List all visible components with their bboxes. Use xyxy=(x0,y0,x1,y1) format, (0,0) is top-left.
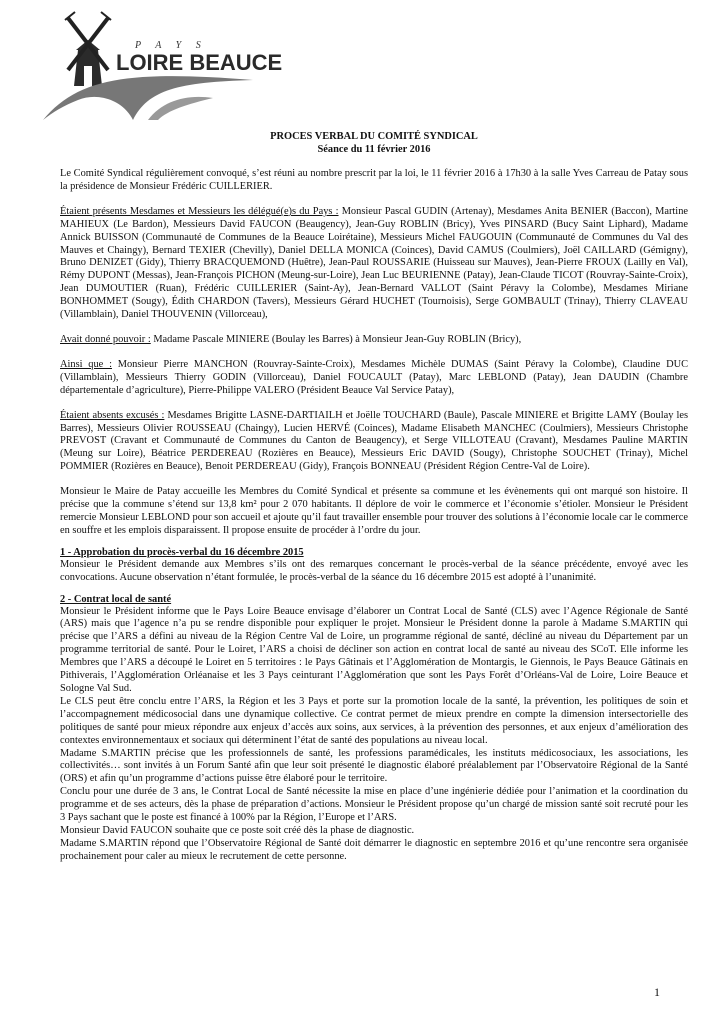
ainsi-label: Ainsi que : xyxy=(60,358,112,370)
accueil-paragraph: Monsieur le Maire de Patay accueille les Membres du Comité Syndical et présente sa commune et les évènements qui ont marqué son histoire. Il précise que la commune s’étend sur 13,8 km² pour 2 070 habitants. Il déplore de voir le commerce et l’économie s’étioler. Monsieur le Président remercie Monsieur LEBLOND pour son accueil et ajoute qu’il faut travailler ensemble pour trouver des solutions à l’économie locale car le commerce en souffre et les emplois disparaissent. Il propose ensuite de procéder à l’ordre du jour. xyxy=(60,486,688,536)
presents-text: Monsieur Pascal GUDIN (Artenay), Mesdames Anita BENIER (Baccon), Martine MAHIEUX (Le Bardon), Messieurs David FAUCON (Beaugency), Jean-Guy ROBLIN (Bricy), Yves PINSARD (Bucy Saint Liphard), Madame Annick BUISSON (Communauté de Communes de la Beauce Loirétaine), Messieurs Michel FAUGOUIN (Communauté de Communes du Val des Mauves et Chaingy), Bernard TEXIER (Chevilly), Daniel DELLA MONICA (Coinces), David CAMUS (Coulmiers), Joël CAILLARD (Gémigny), Bruno DENIZET (Gidy), Thierry BRACQUEMOND (Huêtre), Jean-Paul ROUSSARIE (Huisseau sur Mauves), Jean-Pierre FROUX (Lailly en Val), Rémy DUPONT (Messas), Jean-François PICHON (Meung-sur-Loire), Jean Luc BEURIENNE (Patay), Jean-Claude TICOT (Rouvray-Sainte-Croix), Jean DUMOUTIER (Ruan), Frédéric CUILLERIER (Saint-Ay), Jean-Bernard VALLOT (Saint Péravy la Colombe), Mesdames Miriane BONHOMMET (Sougy), Édith CHARDON (Tavers), Messieurs Gérard HUCHET (Tournoisis), Serge GOMBAULT (Trinay), Thierry CLAVEAU (Villamblain), Daniel THOUVENIN (Villorceau), xyxy=(60,205,689,321)
windmill-icon xyxy=(65,12,111,86)
excuses-text: Mesdames Brigitte LASNE-DARTIAILH et Joëlle TOUCHARD (Baule), Pascale MINIERE et Brigitte LAMY (Boulay les Barres), Messieurs Olivier ROUSSEAU (Chaingy), Lucien HERVÉ (Coinces), Madame Elisabeth MANCHEC (Coulmiers), Messieurs Christophe PREVOST (Cravant et Communauté de Communes du Canton de Beaugency), et Serge VILLOTEAU (Cravant), Mesdames Pauline MARTIN (Meung sur Loire), Béatrice PERDEREAU (Rozières en Beauce), Messieurs Eric DAVID (Sougy), Christophe SOUCHET (Trinay), Michel POMMIER (Rozières en Beauce), Benoit PERDEREAU (Gidy), François BONNEAU (Président Région Centre-Val de Loire). xyxy=(60,409,688,473)
section-2-paragraph: Monsieur David FAUCON souhaite que ce poste soit créé dès la phase de diagnostic. xyxy=(60,824,415,836)
pouvoir-text: Madame Pascale MINIERE (Boulay les Barres) à Monsieur Jean-Guy ROBLIN (Bricy), xyxy=(150,333,522,345)
section-2-paragraph: Monsieur le Président informe que le Pays Loire Beauce envisage d’élaborer un Contrat Local de Santé (CLS) avec l’Agence Régionale de Santé (ARS) mais que l’agence n’a pu se rendre disponible pour expliquer le projet. Monsieur le Président donne la parole à Madame S.MARTIN qui précise que l’ARS a défini au niveau de la Région Centre Val de Loire, un programme régional de santé, décliné au niveau du Département par un programme territorial de santé. Pour le Loiret, l’ARS a choisi de décliner son action en contrat local de santé au niveau des SCoT. Elle informe les Membres que l’ARS a découpé le Loiret en 5 territoires : le Pays Gâtinais et l’Agglomération de Montargis, le Giennois, le Pays Beauce Gâtinais en Pithiverais, l’Agglomération Orléanaise et les 3 Pays ceinturant l’Agglomération que sont les Pays Forêt d’Orléans-Val de Loire, Loire Beauce et Sologne Val Sud. xyxy=(60,605,688,694)
ainsi-paragraph xyxy=(60,359,688,398)
pays-loire-beauce-logo xyxy=(38,8,283,123)
presents-paragraph xyxy=(60,206,688,322)
section-2-paragraph: Madame S.MARTIN précise que les professionnels de santé, les professions paramédicales, les instituts médicosociaux, les associations, les collectivités… sont invités à un Forum Santé afin que leur soit présenté le diagnostic élaboré préalablement par l’Observatoire Régional de la Santé (ORS) et afin qu’un programme d’actions puisse être élaboré pour le territoire. xyxy=(60,747,688,785)
section-1-text: Monsieur le Président demande aux Membres s’ils ont des remarques concernant le procès-verbal de la séance précédente, envoyé avec les convocations. Aucune observation n’étant formulée, le procès-verbal de la séance du 16 décembre 2015 est adopté à l’unanimité. xyxy=(60,558,688,583)
section-1-heading: 1 - Approbation du procès-verbal du 16 décembre 2015 xyxy=(60,546,304,558)
presents-label: Étaient présents Mesdames et Messieurs les délégué(e)s du Pays : xyxy=(60,205,339,217)
svg-text:LOIRE BEAUCE: LOIRE BEAUCE xyxy=(116,50,283,75)
intro-paragraph: Le Comité Syndical régulièrement convoqué, s’est réuni au nombre prescrit par la loi, le 11 février 2016 à 17h30 à la salle Yves Carreau de Patay sous la présidence de Monsieur Frédéric CUILLERIER. xyxy=(60,168,688,192)
excuses-label: Étaient absents excusés : xyxy=(60,409,165,421)
page-title: PROCES VERBAL DU COMITÉ SYNDICAL xyxy=(270,131,478,142)
section-2-paragraph: Le CLS peut être conclu entre l’ARS, la Région et les 3 Pays et porte sur la promotion locale de la santé, la prévention, les politiques de soin et l’accompagnement médicosocial dans une dynamique collective. Ce contrat permet de mieux prendre en compte la dimension intersectorielle des politiques de santé pour mieux répondre aux enjeux d’accès aux soins, aux services, à la prévention des personnes, et aux enjeux d’amélioration des contextes environnementaux et sociaux qui déterminent l’état de santé des populations au niveau local. xyxy=(60,695,688,746)
ainsi-text: Monsieur Pierre MANCHON (Rouvray-Sainte-Croix), Mesdames Michèle DUMAS (Saint Péravy la Colombe), Claudine DUC (Villamblain), Messieurs Thierry GODIN (Villorceau), Daniel FOUCAULT (Patay), Marc LEBLOND (Patay), Jean DAUDIN (Chambre départementale d’agriculture), Pierre-Philippe VALERO (Président Beauce Val Service Patay), xyxy=(60,358,689,396)
logo-graphic xyxy=(38,8,283,123)
section-2-paragraph: Conclu pour une durée de 3 ans, le Contrat Local de Santé nécessite la mise en place d’une ingénierie dédiée pour l’animation et la coordination du programme et de ses acteurs, dès la phase de préparation d’actions. Monsieur le Président propose qu’un chargé de mission santé soit recruté pour les 3 Pays sachant que le poste est financé à 100% par la Région, l’Europe et l’ARS. xyxy=(60,786,688,824)
pouvoir-label: Avait donné pouvoir : xyxy=(60,333,151,345)
pouvoir-paragraph xyxy=(60,334,688,347)
excuses-paragraph xyxy=(60,410,688,475)
page-subtitle: Séance du 11 février 2016 xyxy=(317,144,431,155)
document-body xyxy=(60,130,688,864)
section-2-paragraph: Madame S.MARTIN répond que l’Observatoire Régional de Santé doit démarrer le diagnostic en septembre 2016 et qu’une rencontre sera organisée prochainement pour caler au mieux le recrutement de cette personne. xyxy=(60,837,688,862)
page-number: 1 xyxy=(654,985,660,999)
svg-text:P A Y S: P A Y S xyxy=(135,40,207,51)
section-2-heading: 2 - Contrat local de santé xyxy=(60,593,172,605)
